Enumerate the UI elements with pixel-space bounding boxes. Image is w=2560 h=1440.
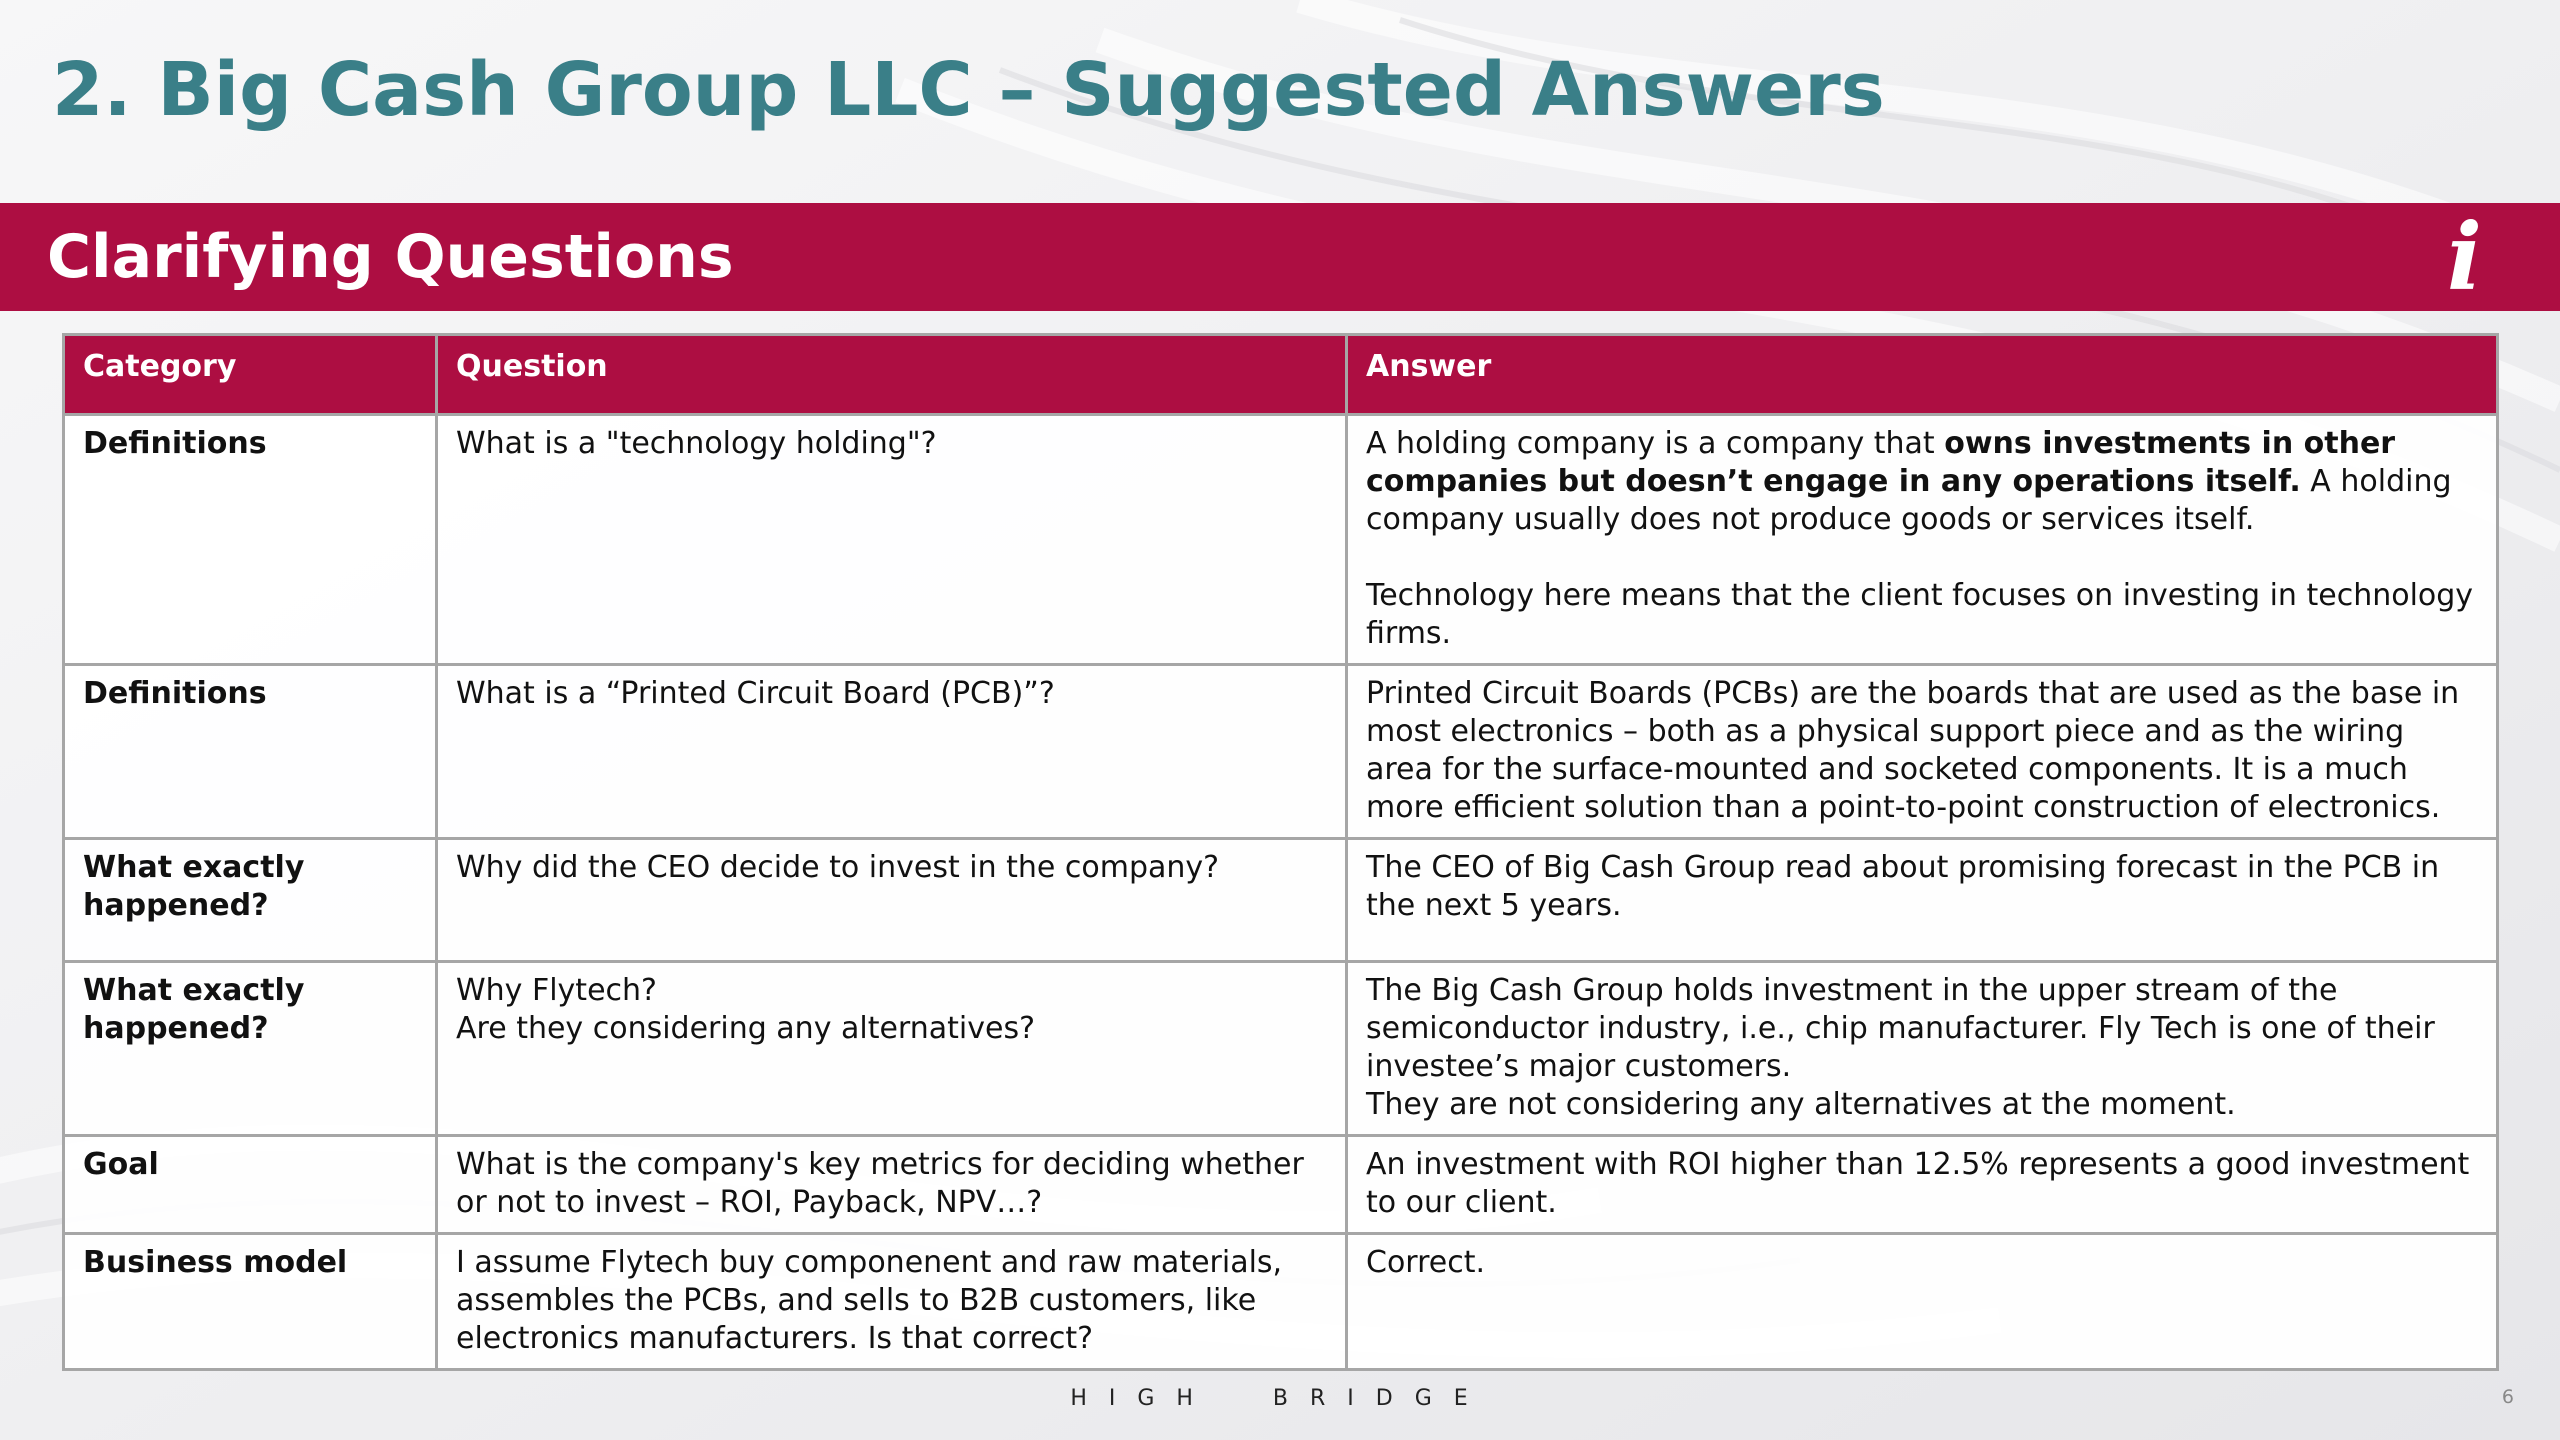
table-row [64, 665, 2498, 839]
section-title: Clarifying Questions [47, 222, 734, 292]
category-cell: Business model [64, 1234, 437, 1370]
category-cell: Definitions [64, 415, 437, 665]
category-cell: Definitions [64, 665, 437, 839]
info-icon: i [2447, 203, 2482, 311]
category-cell: What exactly happened? [64, 962, 437, 1136]
question-text: Are they considering any alternatives? [456, 1011, 1035, 1046]
answer-text: A holding company usually does not produce goods or services itself. [1366, 464, 2452, 537]
question-cell [437, 839, 1347, 962]
table-row [64, 415, 2498, 665]
table-row [64, 1234, 2498, 1370]
question-cell [437, 415, 1347, 665]
answer-bold-text: owns investments in other companies but doesn’t engage in any operations itself. [1366, 426, 2396, 499]
question-text: Why did the CEO decide to invest in the company? [456, 850, 1220, 885]
clarifying-questions-table [62, 333, 2499, 1371]
answer-text: Printed Circuit Boards (PCBs) are the boards that are used as the base in most electronics – both as a physical support piece and as the wiring area for the surface-mounted and socketed components. It is a much more efficient solution than a point-to-point construction of electronics. [1366, 676, 2460, 825]
answer-paragraph [1366, 425, 2478, 539]
question-text: I assume Flytech buy componenent and raw materials, assembles the PCBs, and sells to B2B customers, like electronics manufacturers. Is that correct? [456, 1245, 1283, 1356]
answer-paragraph: Technology here means that the client focuses on investing in technology firms. [1366, 578, 2474, 651]
answer-cell [1347, 1234, 2498, 1370]
answer-text: An investment with ROI higher than 12.5% represents a good investment to our client. [1366, 1147, 2470, 1220]
question-text: What is a “Printed Circuit Board (PCB)”? [456, 676, 1055, 711]
question-cell [437, 962, 1347, 1136]
question-text: What is the company's key metrics for deciding whether or not to invest – ROI, Payback, NPV…? [456, 1147, 1304, 1220]
answer-cell [1347, 665, 2498, 839]
answer-text: A holding company is a company that [1366, 426, 1945, 461]
answer-text: The Big Cash Group holds investment in the upper stream of the semiconductor industry, i.e., chip manufacturer. Fly Tech is one of their investee’s major customers. [1366, 973, 2435, 1084]
answer-cell [1347, 962, 2498, 1136]
category-cell: Goal [64, 1136, 437, 1234]
table-header-row [64, 335, 2498, 415]
question-cell [437, 665, 1347, 839]
answer-cell [1347, 839, 2498, 962]
question-text: Why Flytech? [456, 973, 657, 1008]
table-row [64, 839, 2498, 962]
question-cell [437, 1136, 1347, 1234]
column-header-question: Question [437, 335, 1347, 415]
table-row [64, 962, 2498, 1136]
answer-text: They are not considering any alternatives at the moment. [1366, 1087, 2236, 1122]
answer-cell [1347, 1136, 2498, 1234]
section-header-bar [0, 203, 2560, 311]
question-text: What is a "technology holding"? [456, 426, 937, 461]
column-header-category: Category [64, 335, 437, 415]
answer-text: Correct. [1366, 1245, 1486, 1280]
question-cell [437, 1234, 1347, 1370]
answer-text: The CEO of Big Cash Group read about promising forecast in the PCB in the next 5 years. [1366, 850, 2440, 923]
category-cell: What exactly happened? [64, 839, 437, 962]
column-header-answer: Answer [1347, 335, 2498, 415]
page-title: 2. Big Cash Group LLC – Suggested Answers [52, 47, 1885, 133]
answer-cell [1347, 415, 2498, 665]
page-number: 6 [2501, 1386, 2514, 1408]
table-row [64, 1136, 2498, 1234]
footer-brand: HIGH BRIDGE [1070, 1386, 1490, 1411]
